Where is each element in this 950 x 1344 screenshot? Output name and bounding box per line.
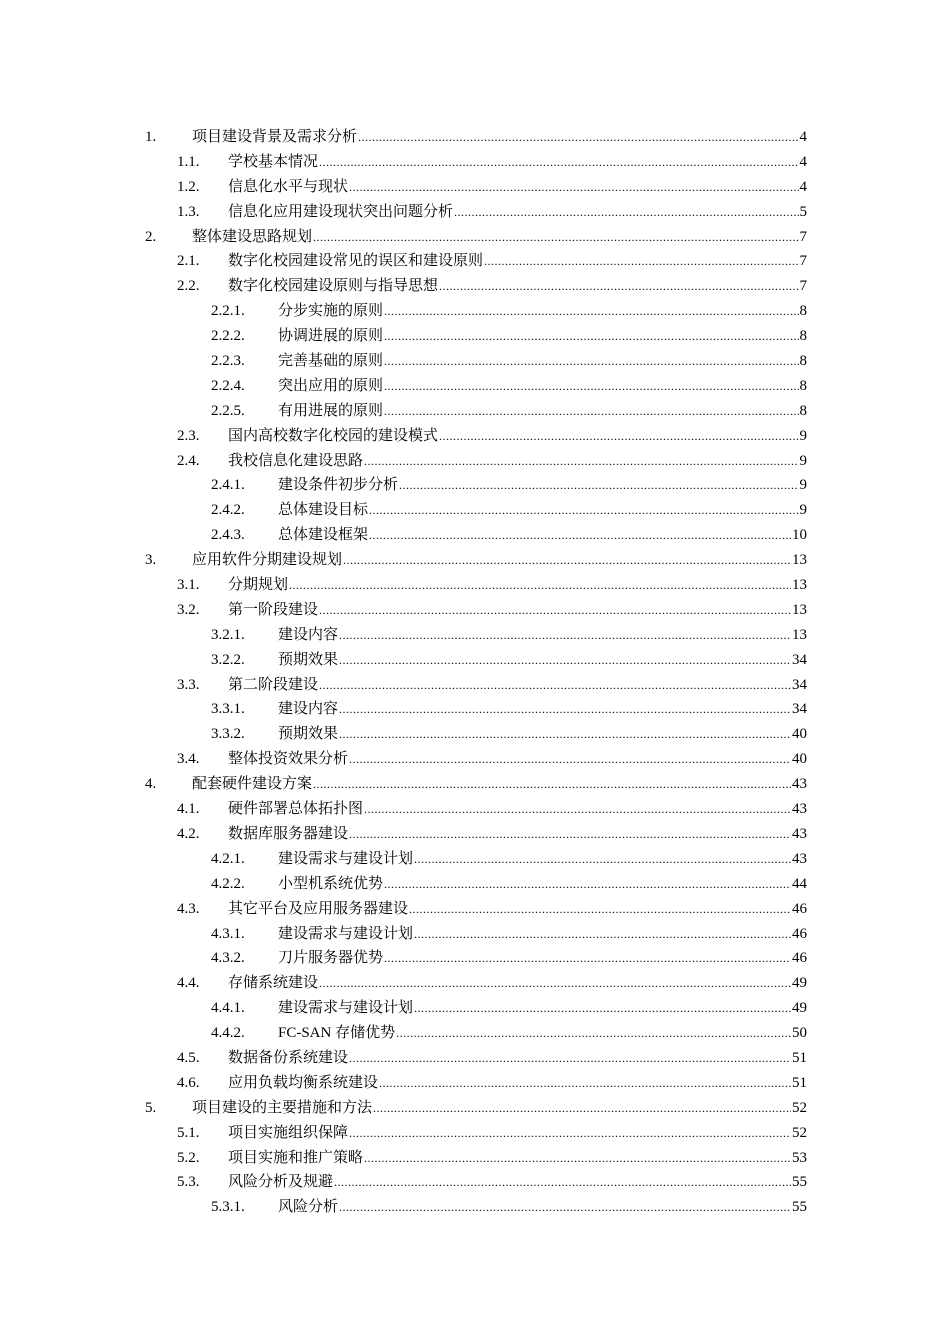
toc-entry-number: 2.4.2. — [211, 502, 245, 519]
toc-entry-number: 4.6. — [177, 1074, 200, 1091]
toc-dot-leader — [349, 747, 791, 772]
toc-entry-title: 信息化应用建设现状突出问题分析 — [228, 203, 454, 220]
toc-entry-number: 3.3.1. — [211, 701, 245, 718]
toc-dot-leader — [343, 548, 791, 573]
toc-entry-title: 项目建设的主要措施和方法 — [192, 1099, 373, 1116]
toc-entry-page-number: 13 — [792, 601, 807, 618]
toc-entry-page-number: 52 — [792, 1099, 807, 1116]
toc-entry[interactable] — [145, 523, 807, 548]
toc-entry-page-number: 50 — [792, 1025, 807, 1042]
toc-entry-title: 小型机系统优势 — [278, 875, 384, 892]
toc-entry[interactable] — [145, 249, 807, 274]
toc-dot-leader — [334, 1170, 791, 1195]
toc-entry-title: 国内高校数字化校园的建设模式 — [228, 427, 439, 444]
toc-entry-page-number: 5 — [799, 203, 807, 220]
toc-entry[interactable] — [145, 847, 807, 872]
toc-dot-leader — [364, 797, 791, 822]
toc-entry[interactable] — [145, 1121, 807, 1146]
toc-entry[interactable] — [145, 946, 807, 971]
toc-dot-leader — [414, 922, 791, 947]
toc-entry-page-number: 7 — [799, 228, 807, 245]
toc-entry-number: 1.1. — [177, 153, 200, 170]
toc-dot-leader — [349, 1121, 791, 1146]
toc-entry-title: 完善基础的原则 — [278, 353, 384, 370]
toc-entry-number: 4.2. — [177, 825, 200, 842]
toc-entry[interactable] — [145, 797, 807, 822]
toc-dot-leader — [289, 573, 791, 598]
toc-entry-title: 分期规划 — [228, 577, 289, 594]
toc-dot-leader — [409, 897, 791, 922]
toc-entry-page-number: 4 — [799, 178, 807, 195]
toc-entry-page-number: 43 — [792, 850, 807, 867]
toc-entry-page-number: 34 — [792, 651, 807, 668]
toc-entry-page-number: 55 — [792, 1199, 807, 1216]
toc-entry-title: 项目实施组织保障 — [228, 1124, 349, 1141]
toc-entry-page-number: 9 — [799, 502, 807, 519]
toc-entry[interactable] — [145, 598, 807, 623]
toc-entry-page-number: 52 — [792, 1124, 807, 1141]
toc-dot-leader — [384, 349, 798, 374]
toc-entry-title: 配套硬件建设方案 — [192, 776, 313, 793]
toc-entry[interactable] — [145, 971, 807, 996]
toc-entry-page-number: 8 — [799, 328, 807, 345]
toc-entry-title: 项目建设背景及需求分析 — [192, 129, 358, 145]
toc-entry[interactable] — [145, 822, 807, 847]
toc-entry-page-number: 49 — [792, 975, 807, 992]
toc-entry[interactable] — [145, 697, 807, 722]
toc-entry-page-number: 13 — [792, 626, 807, 643]
toc-dot-leader — [384, 872, 791, 897]
toc-entry-number: 5.3.1. — [211, 1199, 245, 1216]
toc-dot-leader — [379, 1071, 791, 1096]
toc-entry[interactable] — [145, 548, 807, 573]
toc-entry-page-number: 51 — [792, 1074, 807, 1091]
toc-entry-page-number: 40 — [792, 751, 807, 768]
toc-dot-leader — [384, 299, 798, 324]
toc-entry[interactable] — [145, 747, 807, 772]
table-of-contents — [145, 125, 807, 1220]
toc-entry-page-number: 4 — [799, 153, 807, 170]
toc-entry[interactable] — [145, 573, 807, 598]
toc-dot-leader — [414, 847, 791, 872]
toc-entry-number: 3.3. — [177, 676, 200, 693]
toc-entry[interactable] — [145, 772, 807, 797]
toc-dot-leader — [358, 125, 798, 150]
toc-entry-number: 2.2.3. — [211, 353, 245, 370]
toc-entry-page-number: 51 — [792, 1049, 807, 1066]
toc-entry-title: 风险分析及规避 — [228, 1174, 334, 1191]
toc-entry-page-number: 8 — [799, 377, 807, 394]
toc-entry-title: 整体建设思路规划 — [192, 228, 313, 245]
toc-entry[interactable] — [145, 175, 807, 200]
toc-entry[interactable] — [145, 399, 807, 424]
toc-dot-leader — [364, 449, 798, 474]
toc-entry-page-number: 9 — [799, 427, 807, 444]
toc-entry-page-number: 9 — [799, 452, 807, 469]
toc-entry[interactable] — [145, 872, 807, 897]
toc-dot-leader — [384, 946, 791, 971]
toc-entry[interactable] — [145, 673, 807, 698]
toc-entry[interactable] — [145, 473, 807, 498]
toc-entry-page-number: 40 — [792, 726, 807, 743]
toc-dot-leader — [349, 175, 798, 200]
toc-entry-number: 5.2. — [177, 1149, 200, 1166]
toc-entry-title: 建设需求与建设计划 — [278, 850, 414, 867]
toc-entry-title: 协调进展的原则 — [278, 328, 384, 345]
toc-entry-number: 2.4.3. — [211, 527, 245, 544]
toc-entry-number: 2.2. — [177, 278, 200, 295]
toc-entry-title: 建设内容 — [278, 626, 339, 643]
toc-entry-page-number: 10 — [792, 527, 807, 544]
toc-entry-number: 2.2.5. — [211, 402, 245, 419]
toc-entry[interactable] — [145, 1170, 807, 1195]
toc-entry-title: 建设需求与建设计划 — [278, 925, 414, 942]
toc-entry-page-number: 43 — [792, 776, 807, 793]
toc-entry-page-number: 43 — [792, 825, 807, 842]
toc-entry-number: 3.2.1. — [211, 626, 245, 643]
toc-entry-number: 2.1. — [177, 253, 200, 270]
toc-entry-number: 5.3. — [177, 1174, 200, 1191]
toc-entry-title: 数字化校园建设原则与指导思想 — [228, 278, 439, 295]
toc-entry-number: 5. — [145, 1099, 157, 1116]
toc-entry-number: 4.5. — [177, 1049, 200, 1066]
toc-entry-title: 应用负载均衡系统建设 — [228, 1074, 379, 1091]
toc-entry-title: 突出应用的原则 — [278, 377, 384, 394]
toc-entry-number: 3.3.2. — [211, 726, 245, 743]
toc-entry[interactable] — [145, 374, 807, 399]
toc-dot-leader — [384, 399, 798, 424]
toc-dot-leader — [339, 1195, 791, 1220]
toc-dot-leader — [319, 150, 798, 175]
toc-entry[interactable] — [145, 324, 807, 349]
toc-dot-leader — [373, 1096, 791, 1121]
toc-entry-page-number: 4 — [799, 129, 807, 145]
toc-entry[interactable] — [145, 1096, 807, 1121]
toc-entry[interactable] — [145, 150, 807, 175]
toc-dot-leader — [319, 598, 791, 623]
toc-dot-leader — [439, 424, 798, 449]
toc-entry-number: 2.4. — [177, 452, 200, 469]
toc-entry-number: 2.2.2. — [211, 328, 245, 345]
toc-entry[interactable] — [145, 200, 807, 225]
toc-entry[interactable] — [145, 274, 807, 299]
toc-entry[interactable] — [145, 1195, 807, 1220]
toc-entry-page-number: 7 — [799, 278, 807, 295]
toc-entry[interactable] — [145, 1071, 807, 1096]
toc-entry-number: 4.3.2. — [211, 950, 245, 967]
toc-entry-number: 3. — [145, 552, 157, 569]
toc-entry-title: 第二阶段建设 — [228, 676, 319, 693]
toc-entry-title: 分步实施的原则 — [278, 303, 384, 320]
toc-entry-title: 总体建设框架 — [278, 527, 369, 544]
toc-dot-leader — [384, 374, 798, 399]
toc-dot-leader — [414, 996, 791, 1021]
toc-entry-title: 刀片服务器优势 — [278, 950, 384, 967]
toc-entry-number: 4.3.1. — [211, 925, 245, 942]
toc-dot-leader — [364, 1146, 791, 1171]
toc-entry-title: 我校信息化建设思路 — [228, 452, 364, 469]
toc-entry[interactable] — [145, 648, 807, 673]
toc-entry-title: 有用进展的原则 — [278, 402, 384, 419]
toc-entry-title: 预期效果 — [278, 726, 339, 743]
toc-entry-title: 数据库服务器建设 — [228, 825, 349, 842]
toc-entry-title: 应用软件分期建设规划 — [192, 552, 343, 569]
toc-entry-page-number: 13 — [792, 552, 807, 569]
toc-entry-title: 数据备份系统建设 — [228, 1049, 349, 1066]
toc-dot-leader — [396, 1021, 791, 1046]
toc-entry[interactable] — [145, 996, 807, 1021]
toc-dot-leader — [339, 648, 791, 673]
toc-entry-title: FC-SAN 存储优势 — [278, 1025, 396, 1042]
toc-entry-number: 2. — [145, 228, 157, 245]
toc-entry-number: 2.2.4. — [211, 377, 245, 394]
toc-entry-number: 4.3. — [177, 900, 200, 917]
toc-entry-title: 数字化校园建设常见的误区和建设原则 — [228, 253, 484, 270]
toc-entry-title: 学校基本情况 — [228, 153, 319, 170]
toc-entry-page-number: 8 — [799, 303, 807, 320]
toc-entry-number: 1.2. — [177, 178, 200, 195]
toc-dot-leader — [439, 274, 798, 299]
toc-dot-leader — [313, 225, 798, 250]
toc-entry-page-number: 7 — [799, 253, 807, 270]
toc-entry-page-number: 49 — [792, 1000, 807, 1017]
toc-entry-title: 总体建设目标 — [278, 502, 369, 519]
toc-entry-page-number: 34 — [792, 676, 807, 693]
toc-entry[interactable] — [145, 225, 807, 250]
toc-entry-title: 建设条件初步分析 — [278, 477, 399, 494]
toc-dot-leader — [454, 200, 798, 225]
toc-entry-title: 整体投资效果分析 — [228, 751, 349, 768]
toc-entry-page-number: 46 — [792, 925, 807, 942]
toc-entry[interactable] — [145, 897, 807, 922]
toc-entry-title: 信息化水平与现状 — [228, 178, 349, 195]
toc-dot-leader — [369, 523, 791, 548]
toc-entry[interactable] — [145, 1046, 807, 1071]
toc-entry[interactable] — [145, 722, 807, 747]
toc-entry[interactable] — [145, 623, 807, 648]
toc-dot-leader — [319, 673, 791, 698]
toc-entry[interactable] — [145, 449, 807, 474]
toc-entry-title: 存储系统建设 — [228, 975, 319, 992]
toc-entry-title: 硬件部署总体拓扑图 — [228, 801, 364, 818]
toc-entry-title: 预期效果 — [278, 651, 339, 668]
toc-entry-number: 3.2.2. — [211, 651, 245, 668]
toc-entry-page-number: 8 — [799, 353, 807, 370]
toc-entry-number: 4. — [145, 776, 157, 793]
toc-entry-page-number: 9 — [799, 477, 807, 494]
toc-entry-number: 3.2. — [177, 601, 200, 618]
toc-entry-page-number: 44 — [792, 875, 807, 892]
toc-entry-page-number: 46 — [792, 900, 807, 917]
toc-entry-number: 1.3. — [177, 203, 200, 220]
toc-entry-number: 4.2.2. — [211, 875, 245, 892]
toc-entry-page-number: 53 — [792, 1149, 807, 1166]
toc-dot-leader — [313, 772, 791, 797]
toc-dot-leader — [319, 971, 791, 996]
toc-entry-number: 2.3. — [177, 427, 200, 444]
toc-entry-title: 项目实施和推广策略 — [228, 1149, 364, 1166]
toc-dot-leader — [349, 1046, 791, 1071]
toc-entry-page-number: 8 — [799, 402, 807, 419]
toc-entry-title: 建设需求与建设计划 — [278, 1000, 414, 1017]
toc-entry-number: 5.1. — [177, 1124, 200, 1141]
toc-entry[interactable] — [145, 299, 807, 324]
toc-entry-number: 1. — [145, 129, 157, 145]
toc-entry-number: 4.4. — [177, 975, 200, 992]
toc-entry-number: 4.2.1. — [211, 850, 245, 867]
toc-entry-title: 建设内容 — [278, 701, 339, 718]
toc-dot-leader — [384, 324, 798, 349]
toc-entry-title: 第一阶段建设 — [228, 601, 319, 618]
toc-entry[interactable] — [145, 498, 807, 523]
toc-entry-number: 4.1. — [177, 801, 200, 818]
toc-entry-page-number: 46 — [792, 950, 807, 967]
toc-entry-title: 风险分析 — [278, 1199, 339, 1216]
toc-entry[interactable] — [145, 1021, 807, 1046]
toc-dot-leader — [369, 498, 798, 523]
toc-dot-leader — [339, 722, 791, 747]
toc-dot-leader — [484, 249, 798, 274]
toc-entry[interactable] — [145, 922, 807, 947]
toc-dot-leader — [399, 473, 798, 498]
toc-dot-leader — [349, 822, 791, 847]
toc-entry-page-number: 34 — [792, 701, 807, 718]
toc-entry-page-number: 55 — [792, 1174, 807, 1191]
toc-entry-page-number: 43 — [792, 801, 807, 818]
toc-entry[interactable] — [145, 1146, 807, 1171]
toc-entry[interactable] — [145, 424, 807, 449]
toc-dot-leader — [339, 697, 791, 722]
toc-entry-number: 2.2.1. — [211, 303, 245, 320]
toc-entry-number: 3.1. — [177, 577, 200, 594]
toc-entry-number: 4.4.2. — [211, 1025, 245, 1042]
toc-entry[interactable] — [145, 349, 807, 374]
toc-entry[interactable] — [145, 125, 807, 150]
toc-entry-title: 其它平台及应用服务器建设 — [228, 900, 409, 917]
toc-entry-number: 3.4. — [177, 751, 200, 768]
toc-dot-leader — [339, 623, 791, 648]
toc-entry-page-number: 13 — [792, 577, 807, 594]
toc-entry-number: 2.4.1. — [211, 477, 245, 494]
toc-entry-number: 4.4.1. — [211, 1000, 245, 1017]
